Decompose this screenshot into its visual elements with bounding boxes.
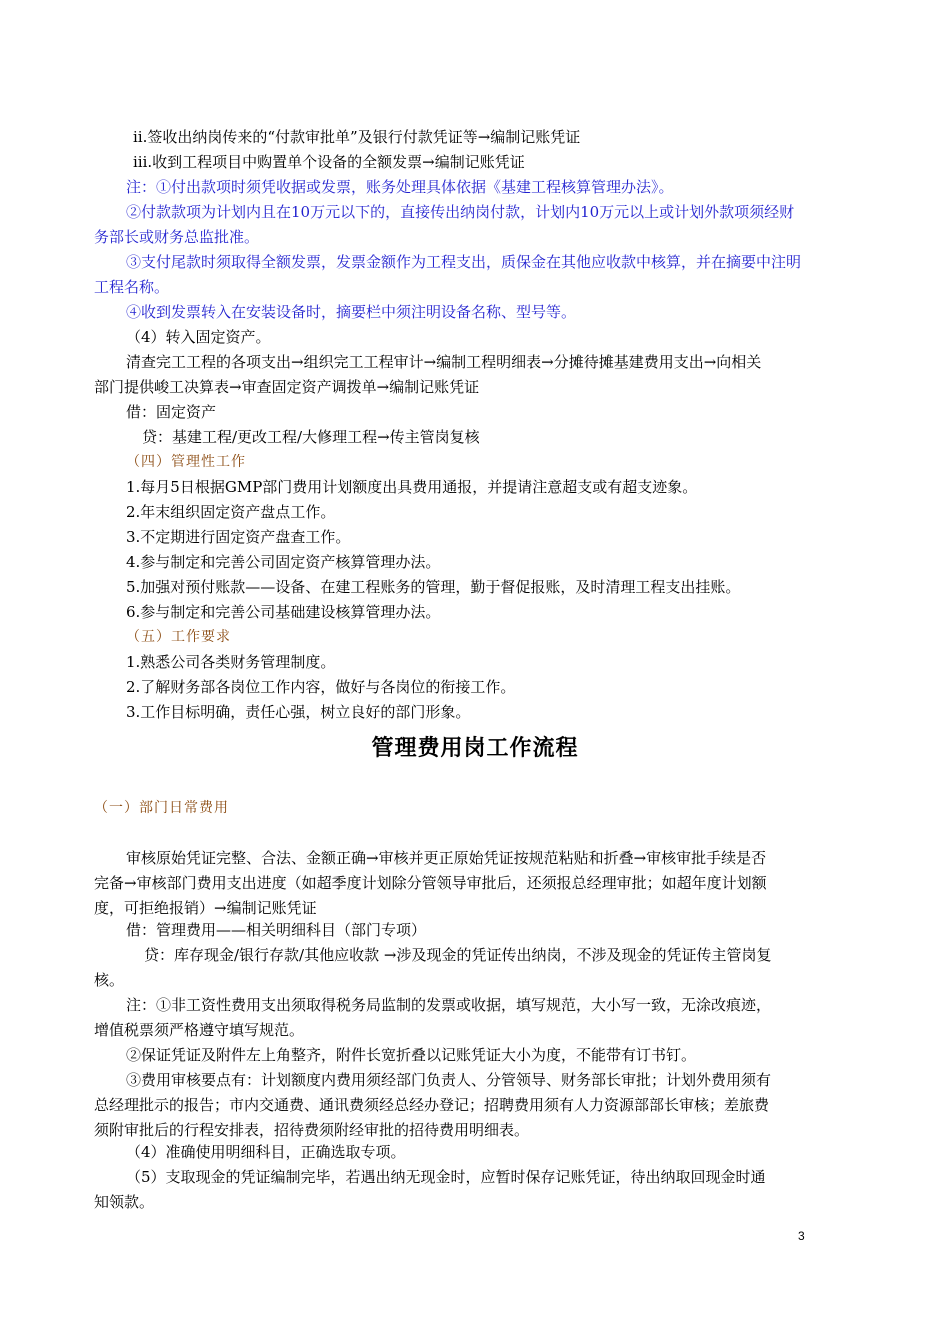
text-line: ⅲ.收到工程项目中购置单个设备的全额发票→编制记账凭证 <box>133 153 525 171</box>
text-line: 贷：基建工程/更改工程/大修理工程→传主管岗复核 <box>142 428 480 446</box>
section-heading: （一）部门日常费用 <box>94 800 229 816</box>
list-item: 4.参与制定和完善公司固定资产核算管理办法。 <box>126 553 441 571</box>
text-line: 增值税票须严格遵守填写规范。 <box>94 1021 305 1039</box>
text-line: 部门提供峻工决算表→审查固定资产调拨单→编制记账凭证 <box>94 378 480 396</box>
text-line: （4）准确使用明细科目，正确选取专项。 <box>126 1143 406 1161</box>
text-line: 贷：库存现金/银行存款/其他应收款 →涉及现金的凭证传出纳岗，不涉及现金的凭证传主管岗复 <box>144 946 772 964</box>
text-line: 知领款。 <box>94 1193 155 1211</box>
note-line: ②付款款项为计划内且在10万元以下的，直接传出纳岗付款，计划内10万元以上或计划外款项须经财 <box>126 203 795 221</box>
note-line: 注：①付出款项时须凭收据或发票，账务处理具体依据《基建工程核算管理办法》。 <box>126 178 674 196</box>
list-item: 3.不定期进行固定资产盘查工作。 <box>126 528 351 546</box>
text-line: （4）转入固定资产。 <box>126 328 271 346</box>
text-line: 借：固定资产 <box>126 403 217 421</box>
text-line: ③费用审核要点有：计划额度内费用须经部门负责人、分管领导、财务部长审批；计划外费用须有 <box>126 1071 772 1089</box>
list-item: 2.了解财务部各岗位工作内容，做好与各岗位的衔接工作。 <box>126 678 516 696</box>
text-line: 完备→审核部门费用支出进度（如超季度计划除分管领导审批后，还须报总经理审批；如超年度计划额 <box>94 874 767 892</box>
text-line: ②保证凭证及附件左上角整齐，附件长宽折叠以记账凭证大小为度，不能带有订书钉。 <box>126 1046 697 1064</box>
page-number: 3 <box>798 1229 805 1243</box>
note-line: 工程名称。 <box>94 278 170 296</box>
list-item: 6.参与制定和完善公司基础建设核算管理办法。 <box>126 603 441 621</box>
text-line: 审核原始凭证完整、合法、金额正确→审核并更正原始凭证按规范粘贴和折叠→审核审批手续是否 <box>126 849 767 867</box>
list-item: 1.每月5日根据GMP部门费用计划额度出具费用通报，并提请注意超支或有超支迹象。 <box>126 478 698 496</box>
list-item: 1.熟悉公司各类财务管理制度。 <box>126 653 336 671</box>
section-heading: （四）管理性工作 <box>126 454 246 470</box>
note-line: ③支付尾款时须取得全额发票，发票金额作为工程支出，质保金在其他应收款中核算，并在摘要中注明 <box>126 253 802 271</box>
list-item: 3.工作目标明确，责任心强，树立良好的部门形象。 <box>126 703 471 721</box>
text-line: ⅱ.签收出纳岗传来的“付款审批单”及银行付款凭证等→编制记账凭证 <box>133 128 581 146</box>
note-line: 务部长或财务总监批准。 <box>94 228 260 246</box>
text-line: （5）支取现金的凭证编制完毕，若遇出纳无现金时，应暂时保存记账凭证，待出纳取回现金时通 <box>126 1168 766 1186</box>
text-line: 注：①非工资性费用支出须取得税务局监制的发票或收据，填写规范，大小写一致，无涂改痕迹， <box>126 996 772 1014</box>
text-line: 总经理批示的报告；市内交通费、通讯费须经总经办登记；招聘费用须有人力资源部部长审核；差旅费 <box>94 1096 770 1114</box>
page-title: 管理费用岗工作流程 <box>371 736 579 761</box>
text-line: 借：管理费用——相关明细科目（部门专项） <box>126 921 427 939</box>
section-heading: （五）工作要求 <box>126 629 231 645</box>
text-line: 度，可拒绝报销）→编制记账凭证 <box>94 899 317 917</box>
list-item: 2.年末组织固定资产盘点工作。 <box>126 503 336 521</box>
list-item: 5.加强对预付账款——设备、在建工程账务的管理，勤于督促报账，及时清理工程支出挂账。 <box>126 578 741 596</box>
note-line: ④收到发票转入在安装设备时，摘要栏中须注明设备名称、型号等。 <box>126 303 577 321</box>
text-line: 清查完工工程的各项支出→组织完工工程审计→编制工程明细表→分摊待摊基建费用支出→向相关 <box>126 353 762 371</box>
text-line: 核。 <box>94 971 125 989</box>
text-line: 须附审批后的行程安排表，招待费须附经审批的招待费用明细表。 <box>94 1121 530 1139</box>
